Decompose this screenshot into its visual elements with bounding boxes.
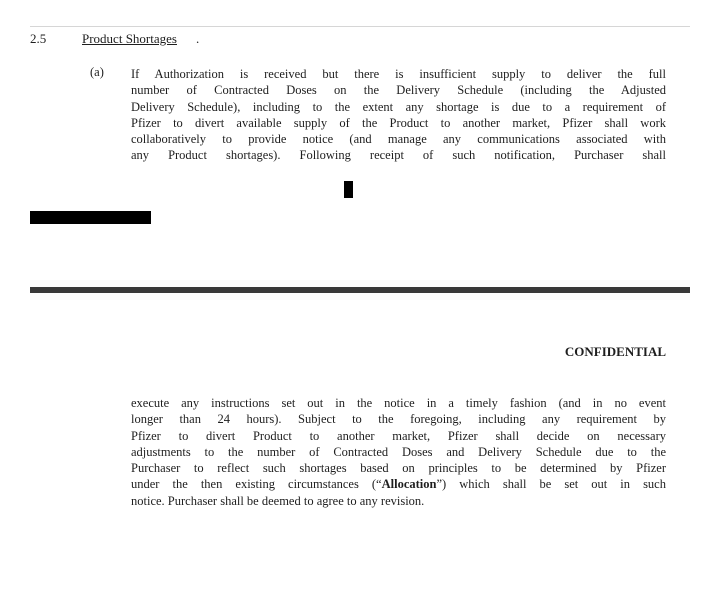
- clause-label: (a): [90, 65, 104, 79]
- clause-line: adjustments to the number of Contracted Doses and Delivery Schedule due to the: [131, 444, 666, 459]
- clause-line-final: notice. Purchaser shall be deemed to agree to any revision.: [131, 493, 425, 508]
- top-rule: [30, 26, 690, 27]
- allocation-before: under the then existing circumstances (“: [131, 477, 382, 492]
- clause-line: number of Contracted Doses on the Delivery Schedule (including the Adjusted: [131, 83, 666, 98]
- clause-line: collaboratively to provide notice (and manage any communications associated with: [131, 132, 666, 147]
- clause-line: Pfizer to divert available supply of the Product to another market, Pfizer shall work: [131, 115, 666, 130]
- clause-line: Pfizer to divert Product to another market, Pfizer shall decide on necessary: [131, 428, 666, 443]
- clause-line: execute any instructions set out in the notice in a timely fashion (and in no event: [131, 396, 666, 410]
- clause-line-allocation: [131, 476, 666, 492]
- clause-text-part-2: [131, 395, 666, 509]
- redaction-mark: [344, 181, 353, 198]
- confidential-header: CONFIDENTIAL: [564, 344, 666, 359]
- clause-line: Delivery Schedule), including to the extent any shortage is due to a requirement of: [131, 99, 666, 114]
- allocation-after: ”) which shall be set out in such: [436, 477, 666, 492]
- allocation-term: Allocation: [381, 477, 437, 492]
- clause-line: Purchaser to reflect such shortages based on principles to be determined by Pfizer: [131, 461, 666, 476]
- section-number: 2.5: [30, 31, 47, 46]
- redaction-bar: [30, 211, 151, 224]
- clause-line: If Authorization is received but there is insufficient supply to deliver the full: [131, 67, 666, 81]
- section-title: Product Shortages: [82, 31, 177, 46]
- clause-line: longer than 24 hours). Subject to the foregoing, including any requirement by: [131, 412, 666, 427]
- section-title-period: .: [196, 31, 200, 46]
- clause-line: any Product shortages). Following receipt of such notification, Purchaser shall: [131, 148, 666, 163]
- page-break-rule: [30, 287, 690, 293]
- clause-text-part-1: [131, 66, 666, 164]
